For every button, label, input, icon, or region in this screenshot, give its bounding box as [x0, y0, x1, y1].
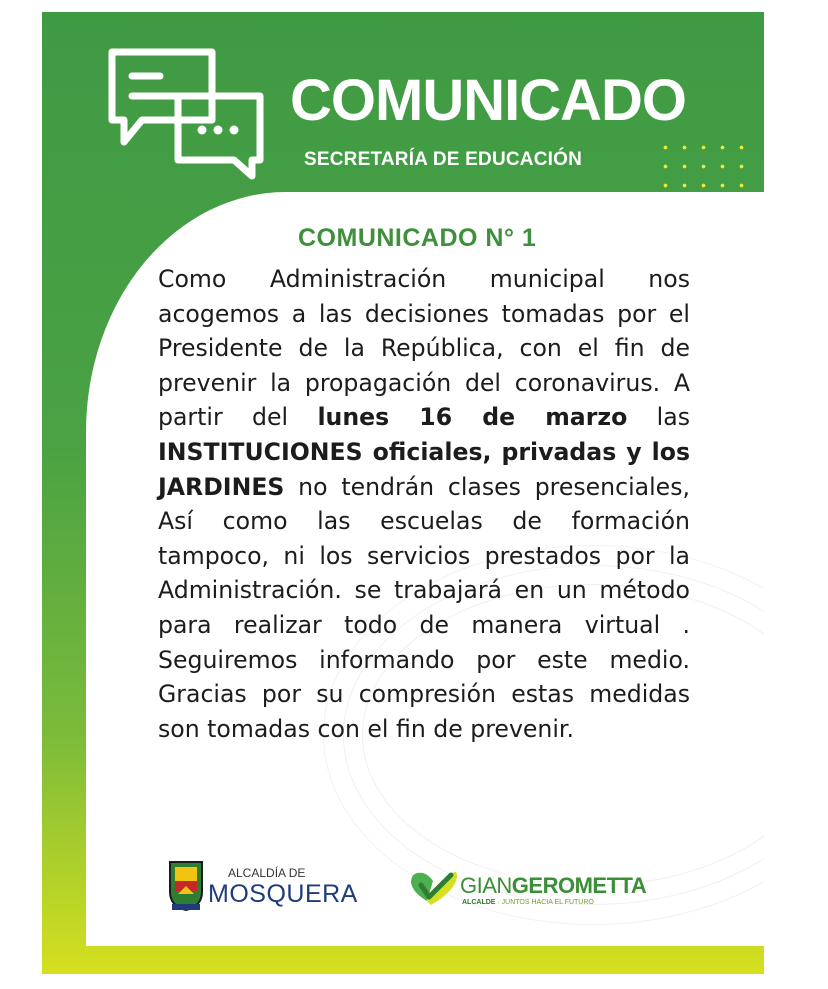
body-date-highlight: lunes 16 de marzo: [317, 403, 628, 432]
slogan-text: · JUNTOS HACIA EL FUTURO: [495, 899, 594, 906]
poster-title: COMUNICADO: [290, 68, 686, 133]
communique-number: COMUNICADO N° 1: [298, 224, 537, 252]
municipality-name: MOSQUERA: [208, 880, 358, 908]
alcaldia-label: ALCALDÍA DE: [228, 866, 306, 880]
mayor-name: [460, 875, 646, 897]
mayor-role: ALCALDE: [462, 899, 496, 906]
footer-logos: [160, 855, 700, 925]
communique-body: [158, 262, 690, 746]
mayor-slogan: [462, 899, 594, 906]
body-text-1: Como Administración municipal nos acogemos a las decisiones tomadas por el Presidente de la República, con el fin de prevenir la propagación del coronavirus. A partir del: [158, 265, 690, 432]
announcement-poster: [42, 12, 764, 974]
mosquera-shield-icon: [168, 860, 204, 912]
chat-bubbles-icon: [102, 42, 268, 182]
mayor-first-name: GIAN: [460, 873, 512, 898]
poster-subtitle: SECRETARÍA DE EDUCACIÓN: [304, 149, 583, 170]
body-institutions-highlight: INSTITUCIONES oficiales, privadas y los JARDINES: [158, 437, 690, 501]
body-text-2: las: [627, 403, 690, 432]
body-text-3: no tendrán clases presenciales, Así como las escuelas de formación tampoco, ni los servicios prestados por la Administración. se trabajará en un método para realizar todo de manera virtual . Seguiremos informando por este medio. Gracias por su compresión estas medidas son tomadas con el fin de prevenir.: [158, 472, 690, 743]
heart-check-logo-icon: [407, 867, 459, 907]
mayor-last-name: GEROMETTA: [511, 873, 647, 898]
